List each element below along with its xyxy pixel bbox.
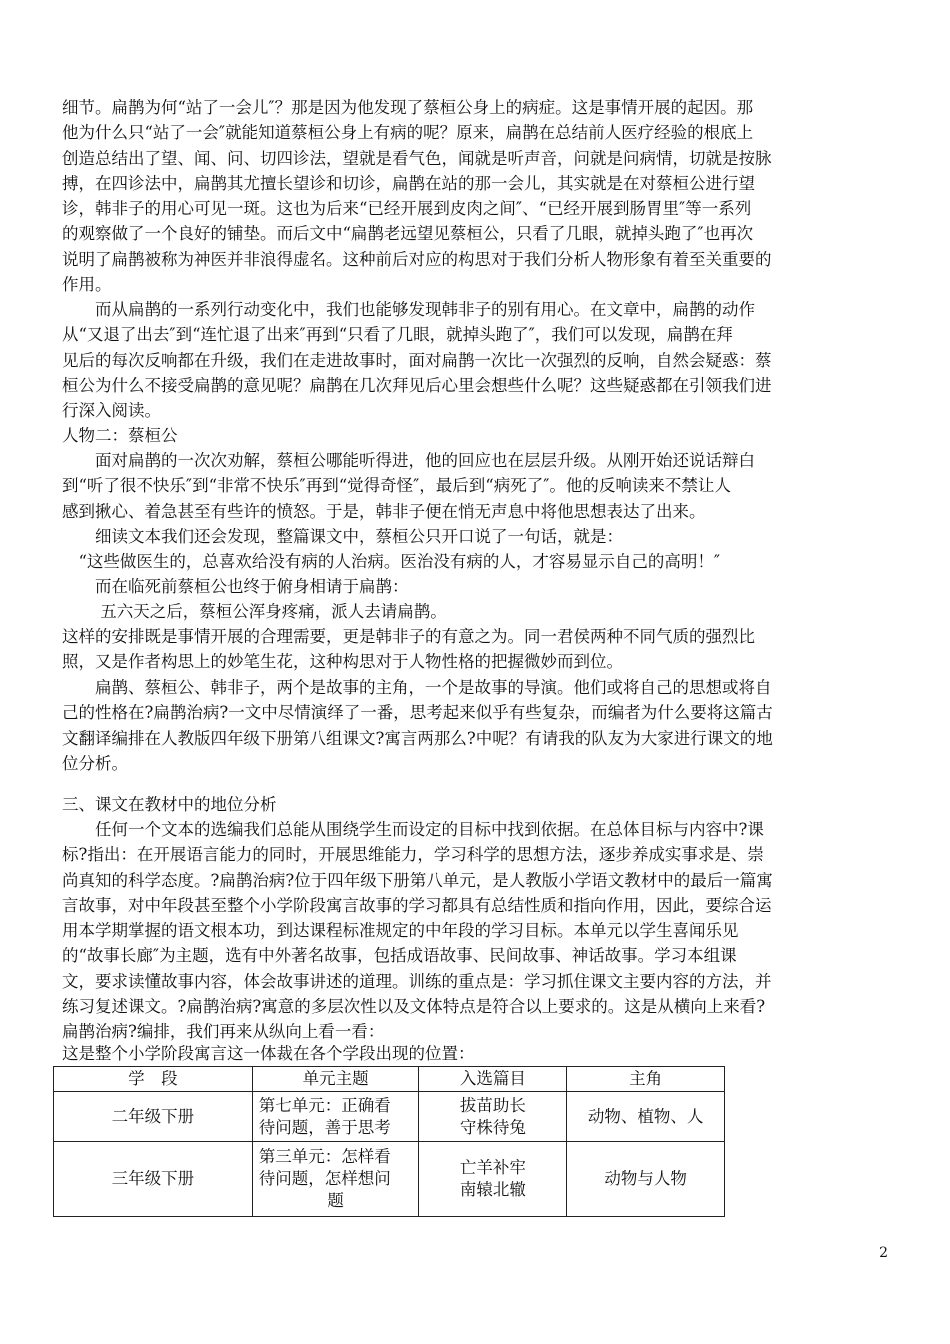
paragraph-5: 而在临死前蔡桓公也终于俯身相请于扁鹊：: [62, 577, 409, 596]
quote-1: “这些做医生的，总喜欢给没有病的人治病。医治没有病的人，才容易显示自己的高明！″: [62, 552, 721, 571]
cell-texts: 拔苗助长 守株待兔: [419, 1092, 567, 1142]
cell-protagonist: 动物、植物、人: [567, 1092, 725, 1142]
page-number: 2: [879, 1245, 888, 1261]
cell-grade: 二年级下册: [54, 1092, 253, 1142]
cell-theme: 第三单元：怎样看 待问题，怎样想问 题: [252, 1142, 419, 1217]
cell-theme: 第七单元：正确看 待问题，善于思考: [252, 1092, 419, 1142]
paragraph-8: 任何一个文本的选编我们总能从围绕学生而设定的目标中找到依据。在总体目标与内容中?课 标?指出：在开展语言能力的同时，开展思维能力，学习科学的思想方法，逐步养成实事求是、崇 尚真知的科学态度。?扁鹊治病?位于四年级下册第八单元，是人教版小学语文教材中的最后一篇寓 言故事，对中年段甚至整个小学阶段寓言故事的学习都具有总结性质和指向作用，因此，要综合运 用本学期掌握的语文根本功，到达课程标准规定的中年段的学习目标。本单元以学生喜闻乐见 的“故事长廊″为主题，选有中外著名故事，包括成语故事、民间故事、神话故事。学习本组课 文，要求读懂故事内容，体会故事讲述的道理。训练的重点是：学习抓住课文主要内容的方法，并 练习复述课文。?扁鹊治病?寓意的多层次性以及文体特点是符合以上要求的。这是从横向上来看? 扁鹊治病?编排，我们再来从纵向上看一看：: [62, 820, 773, 1042]
table-intro: 这是整个小学阶段寓言这一体裁在各个学段出现的位置：: [62, 1044, 475, 1063]
paragraph-4: 细读文本我们还会发现，整篇课文中，蔡桓公只开口说了一句话，就是：: [62, 527, 623, 546]
paragraph-1: 细节。扁鹊为何“站了一会儿″？那是因为他发现了蔡桓公身上的病症。这是事情开展的起因。那 他为什么只“站了一会″就能知道蔡桓公身上有病的呢？原来，扁鹊在总结前人医疗经验的根底上 创造总结出了望、闻、问、切四诊法，望就是看气色，闻就是听声音，问就是问病情，切就是按脉 搏，在四诊法中，扁鹊其尤擅长望诊和切诊，扁鹊在站的那一会儿，其实就是在对蔡桓公进行望 诊，韩非子的用心可见一斑。这也为后来“已经开展到皮肉之间″、“已经开展到肠胃里″等一系列 的观察做了一个良好的铺垫。而后文中“扁鹊老远望见蔡桓公，只看了几眼，就掉头跑了″也再次 说明了扁鹊被称为神医并非浪得虚名。这种前后对应的构思对于我们分析人物形象有着至关重要的 作用。: [62, 98, 772, 295]
table-row: [54, 1092, 725, 1142]
unit-position-table: [53, 1066, 725, 1217]
table-row: [54, 1142, 725, 1217]
header-protagonist: 主角: [567, 1067, 725, 1092]
table-header-row: [54, 1067, 725, 1092]
quote-2: 五六天之后，蔡桓公浑身疼痛，派人去请扁鹊。: [62, 602, 447, 621]
person-2-heading: 人物二：蔡桓公: [62, 426, 178, 445]
section-3-heading: 三、课文在教材中的地位分析: [62, 795, 277, 814]
paragraph-3: 面对扁鹊的一次次劝解，蔡桓公哪能听得进，他的回应也在层层升级。从刚开始还说话辩白 到“听了很不快乐″到“非常不快乐″再到“觉得奇怪″，最后到“病死了″。他的反响读来不禁让人 感到揪心、着急甚至有些许的愤怒。于是，韩非子便在悄无声息中将他思想表达了出来。: [62, 451, 755, 521]
header-texts: 入选篇目: [419, 1067, 567, 1092]
cell-protagonist: 动物与人物: [567, 1142, 725, 1217]
header-grade: 学 段: [54, 1067, 253, 1092]
cell-grade: 三年级下册: [54, 1142, 253, 1217]
cell-texts: 亡羊补牢 南辕北辙: [419, 1142, 567, 1217]
paragraph-7: 扁鹊、蔡桓公、韩非子，两个是故事的主角，一个是故事的导演。他们或将自己的思想或将自 己的性格在?扁鹊治病?一文中尽情演绎了一番，思考起来似乎有些复杂，而编者为什么要将这篇古 文翻译编排在人教版四年级下册第八组课文?寓言两那么?中呢？有请我的队友为大家进行课文的地 位分析。: [62, 678, 773, 773]
paragraph-6: 这样的安排既是事情开展的合理需要，更是韩非子的有意之为。同一君侯两种不同气质的强烈比 照，又是作者构思上的妙笔生花，这种构思对于人物性格的把握微妙而到位。: [62, 627, 755, 672]
paragraph-2: 而从扁鹊的一系列行动变化中，我们也能够发现韩非子的别有用心。在文章中，扁鹊的动作 从“又退了出去″到“连忙退了出来″再到“只看了几眼，就掉头跑了″，我们可以发现，扁鹊在拜 见后的每次反响都在升级，我们在走进故事时，面对扁鹊一次比一次强烈的反响，自然会疑惑：蔡 桓公为什么不接受扁鹊的意见呢？扁鹊在几次拜见后心里会想些什么呢？这些疑惑都在引领我们进 行深入阅读。: [62, 300, 772, 421]
header-theme: 单元主题: [252, 1067, 419, 1092]
